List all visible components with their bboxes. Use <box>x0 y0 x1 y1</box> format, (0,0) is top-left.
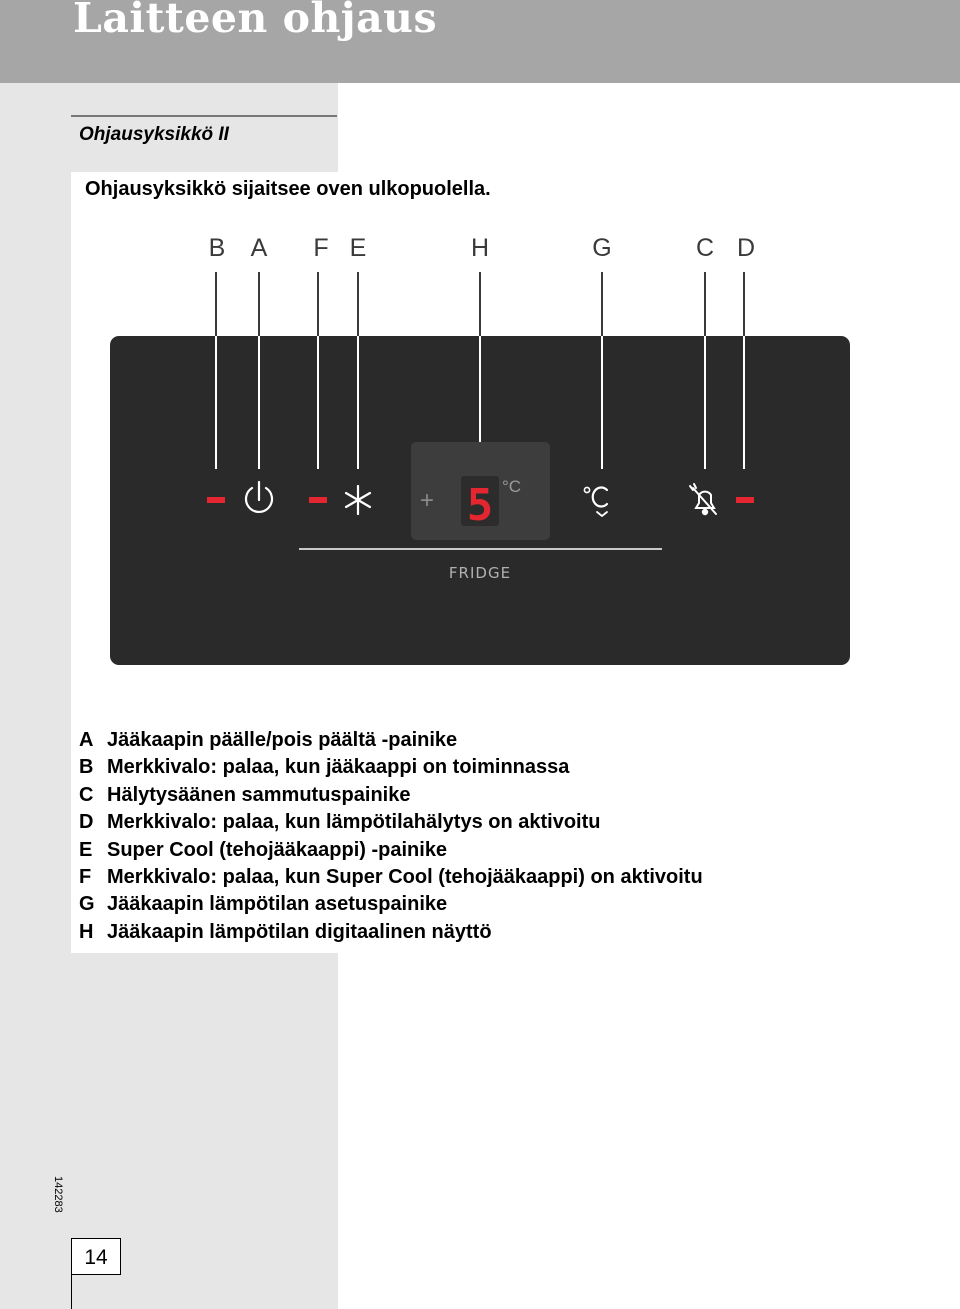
legend-item: G Jääkaapin lämpötilan asetuspainike <box>79 893 448 916</box>
callout-b: B <box>208 234 226 262</box>
callout-e: E <box>349 234 367 262</box>
legend-list <box>79 727 703 946</box>
callout-f: F <box>313 234 329 262</box>
display-unit: °C <box>502 477 522 496</box>
page-number: 14 <box>72 1238 121 1275</box>
callout-a: A <box>250 234 268 262</box>
plus-symbol: + <box>419 487 435 514</box>
section-heading: Ohjausyksikkö II <box>79 124 229 145</box>
legend-item: C Hälytysäänen sammutuspainike <box>79 783 411 806</box>
document-code: 142283 <box>52 1176 64 1213</box>
legend-item: B Merkkivalo: palaa, kun jääkaappi on toiminnassa <box>79 756 570 779</box>
panel-label: FRIDGE <box>448 564 512 582</box>
leader-lines <box>216 272 744 336</box>
display-digit: 5 <box>466 480 494 531</box>
callout-d: D <box>736 234 756 262</box>
legend-item: F Merkkivalo: palaa, kun Super Cool (tehojääkaappi) on aktivoitu <box>79 866 703 889</box>
legend-item: A Jääkaapin päälle/pois päältä -painike <box>79 729 458 751</box>
indicator-f <box>309 497 327 503</box>
page-title: Laitteen ohjaus <box>73 0 438 42</box>
indicator-b <box>207 497 225 503</box>
intro-text: Ohjausyksikkö sijaitsee oven ulkopuolella. <box>85 178 491 200</box>
callout-c: C <box>695 234 715 262</box>
legend-item: D Merkkivalo: palaa, kun lämpötilahälytys on aktivoitu <box>79 811 601 834</box>
legend-item: H Jääkaapin lämpötilan digitaalinen näyttö <box>79 920 492 943</box>
indicator-d <box>736 497 754 503</box>
legend-item: E Super Cool (tehojääkaappi) -painike <box>79 838 448 861</box>
callout-g: G <box>592 234 612 262</box>
callout-h: H <box>470 234 490 262</box>
